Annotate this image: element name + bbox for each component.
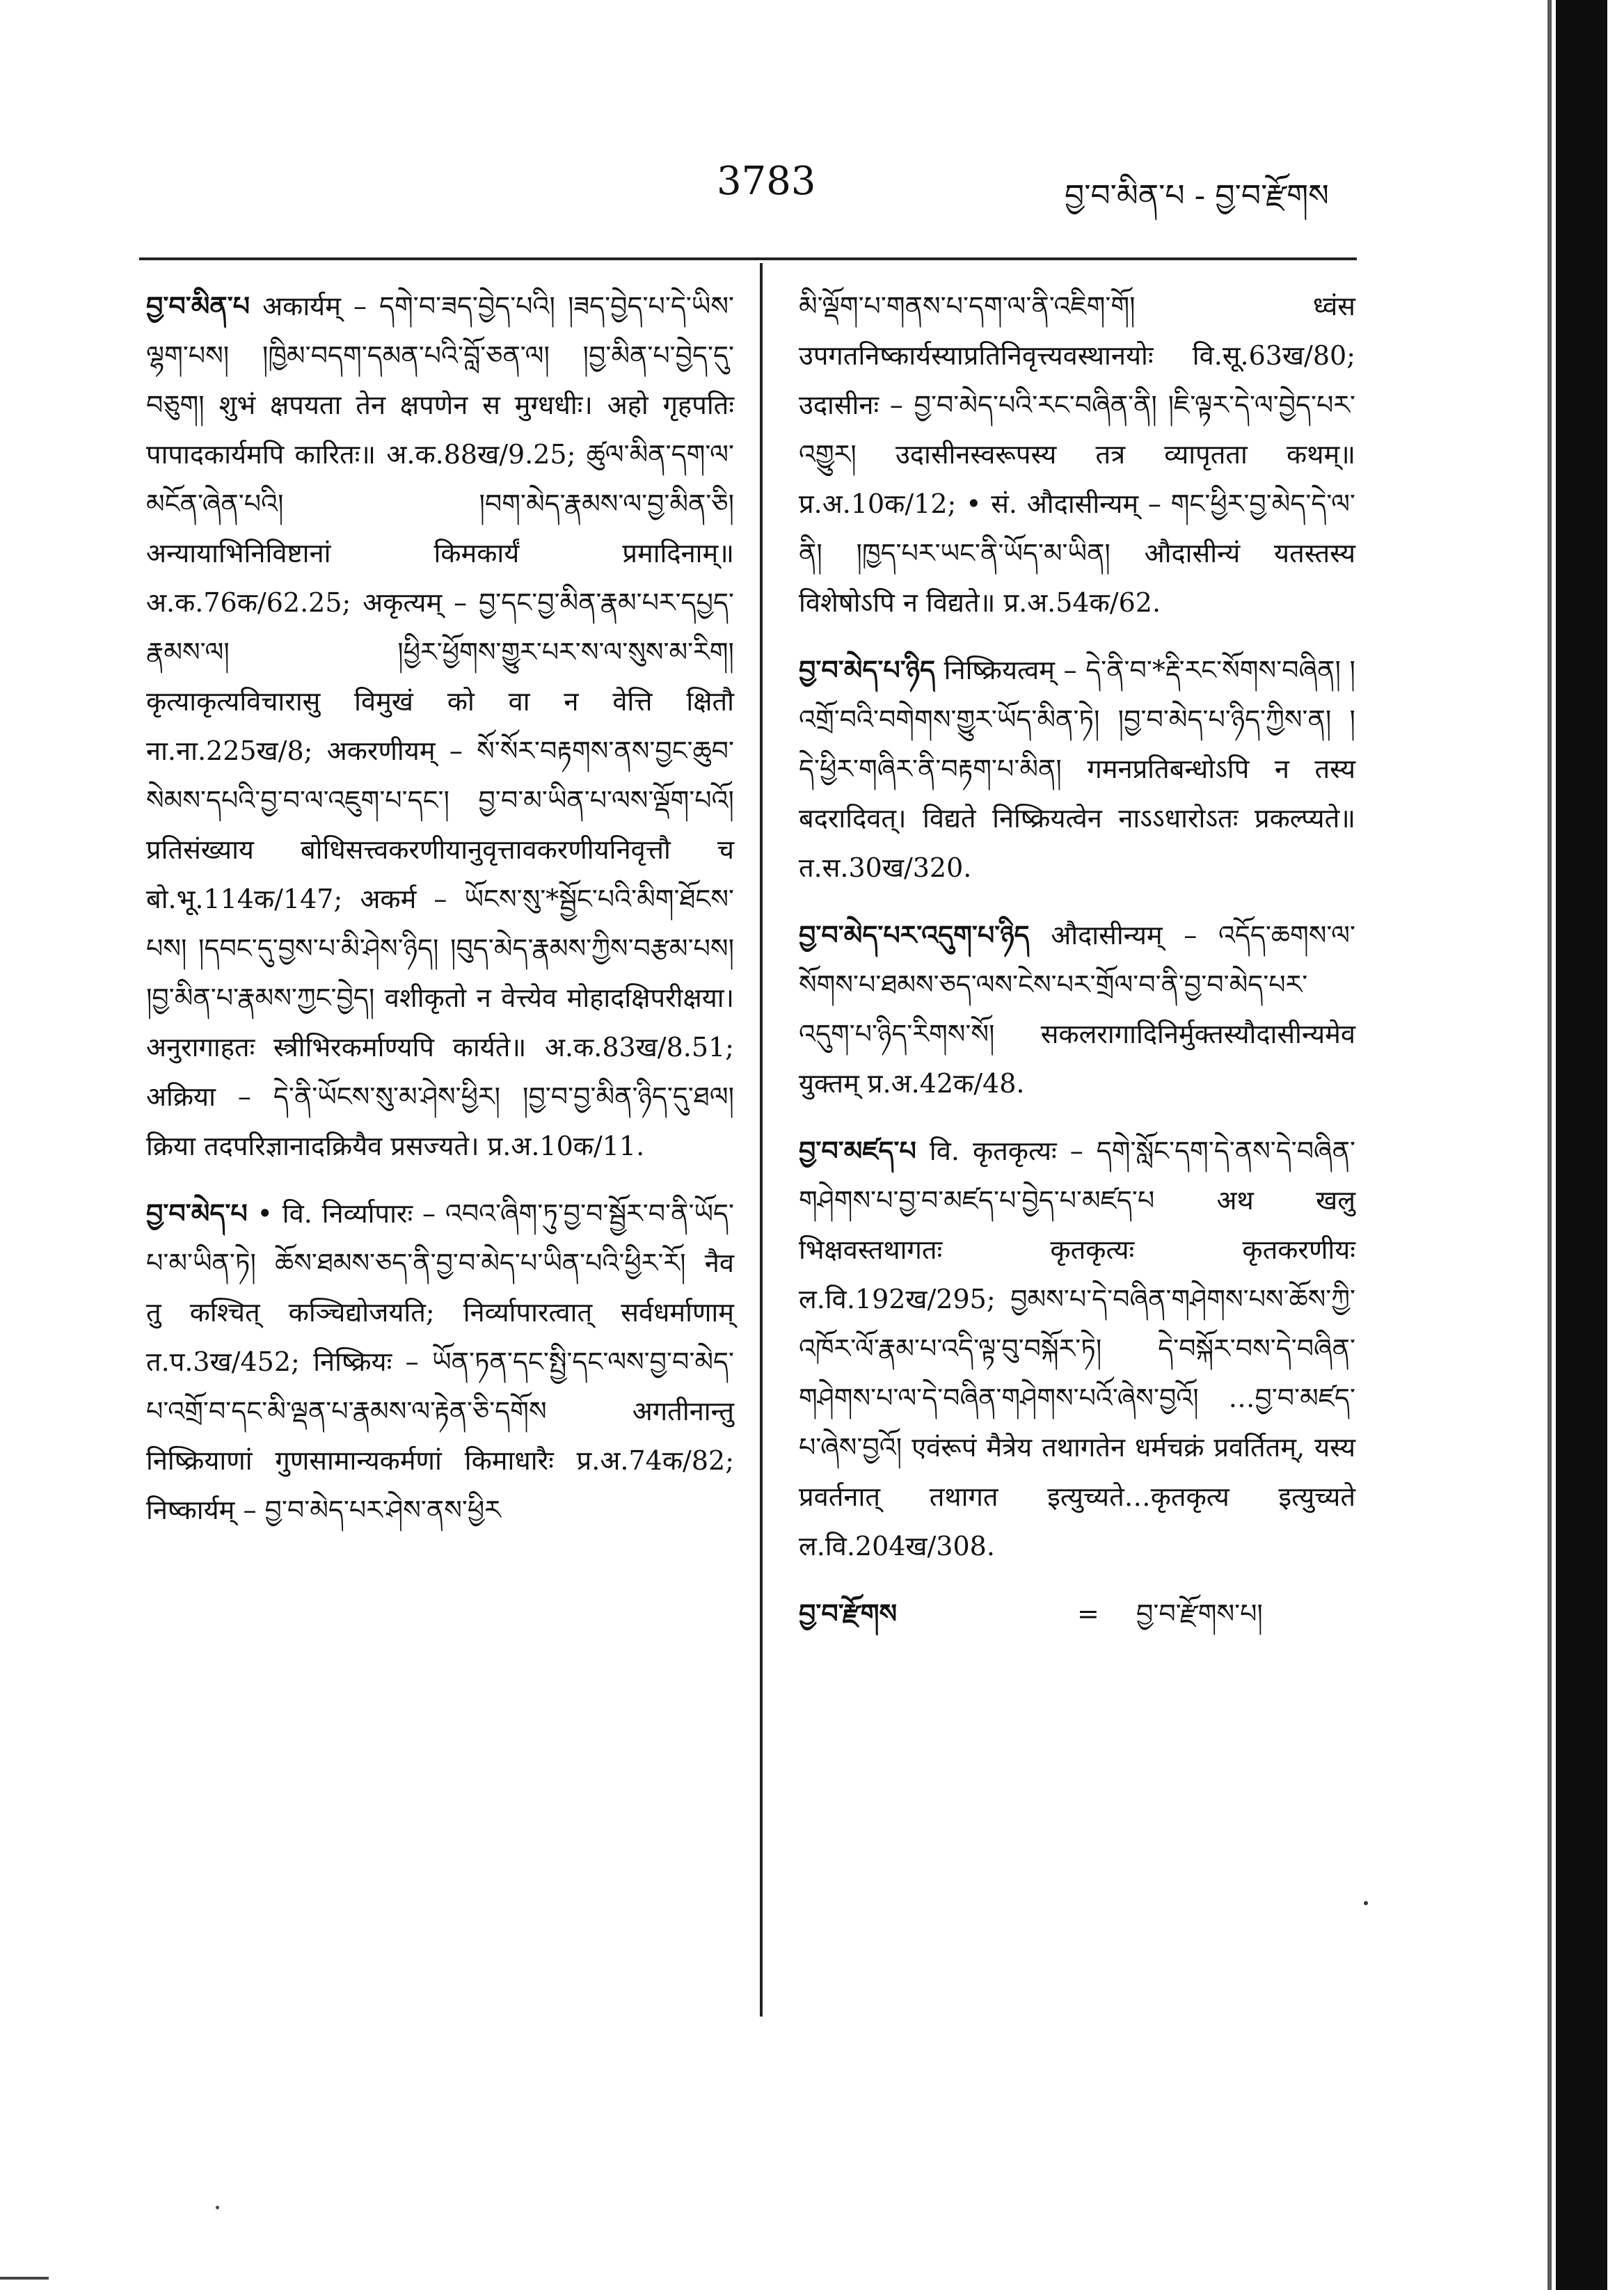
entry-body <box>799 646 1355 893</box>
entry-text: • वि. निर्व्यापारः – འབའ་ཞིག་ཏུ་བྱ་བ་སྦྱོར་བ་ནི་ཡོད་པ་མ་ཡིན་ཏེ། ཆོས་ཐམས་ཅད་ནི་བྱ་བ་མེད་པ་ཡིན་པའི་ཕྱིར་རོ། नैव तु कश्चित् कञ्चिद्योजयति; निर्व्यापारत्वात् सर्वधर्माणाम् त.प.3ख/452; निष्क्रियः – ཡོན་ཏན་དང་སྤྱི་དང་ལས་བྱ་བ་མེད་པ་འགྲོ་བ་དང་མི་ལྡན་པ་རྣམས་ལ་རྟེན་ཅི་དགོས अगतीनान्तु निष्क्रियाणां गुणसामान्यकर्मणां किमाधारैः प्र.अ.74क/82; निष्कार्यम् – བྱ་བ་མེད་པར་ཤེས་ནས་ཕྱིར <box>146 1198 734 1525</box>
entry-lemma: བྱ་བ་མིན་པ <box>146 291 250 321</box>
page-number: 3783 <box>717 159 816 204</box>
entry-lemma: བྱ་བ་མེད་པར་འདུག་པ་ཉིད <box>799 920 1030 951</box>
entry-text: औदासीन्यम् – འདོད་ཆགས་ལ་སོགས་པ་ཐམས་ཅད་ལས་ངེས་པར་གྲོལ་བ་ནི་བྱ་བ་མེད་པར་འདུག་པ་ཉིད་རིགས་སོ། सकलरागादिनिर्मुक्तस्यौदासीन्यमेव युक्तम् प्र.अ.42क/48. <box>799 920 1355 1099</box>
entry-text: निष्क्रियत्वम् – དེ་ནི་བ་*རྡི་རང་སོགས་བཞིན། །འགྲོ་བའི་བགེགས་གྱུར་ཡོད་མིན་ཏེ། །བྱ་བ་མེད་པ་ཉིད་ཀྱིས་ན། །དེ་ཕྱིར་གཞིར་ནི་བརྟག་པ་མིན། गमनप्रतिबन्धोऽपि न तस्य बदरादिवत्। विद्यते निष्क्रियत्वेन नाऽऽधारोऽतः प्रकल्प्यते॥ त.स.30ख/320. <box>799 655 1355 883</box>
entry-text: अकार्यम् – དགེ་བ་ཟད་བྱེད་པའི། །ཟད་བྱེད་པ་དེ་ཡིས་ལྷག་པས། །ཁྱིམ་བདག་དམན་པའི་བློ་ཅན་ལ། །བྱ་མིན་པ་བྱེད་དུ་བཅུག། शुभं क्षपयता तेन क्षपणेन स मुग्धधीः। अहो गृहपतिः पापादकार्यमपि कारितः॥ अ.क.88ख/9.25; ཚུལ་མིན་དག་ལ་མངོན་ཞེན་པའི། །བག་མེད་རྣམས་ལ་བྱ་མིན་ཅི། अन्यायाभिनिविष्टानां किमकार्यं प्रमादिनाम्॥ अ.क.76क/62.25; अकृत्यम् – བྱ་དང་བྱ་མིན་རྣམ་པར་དཔྱད་རྣམས་ལ། །ཕྱིར་ཕྱོགས་གྱུར་པར་ས་ལ་སུས་མ་རིག། कृत्याकृत्यविचारासु विमुखं को वा न वेत्ति क्षितौ ना.ना.225ख/8; अकरणीयम् – སོ་སོར་བརྟགས་ནས་བྱང་ཆུབ་སེམས་དཔའི་བྱ་བ་ལ་འཇུག་པ་དང་། བྱ་བ་མ་ཡིན་པ་ལས་ལྡོག་པའོ། प्रतिसंख्याय बोधिसत्त्वकरणीयानुवृत्तावकरणीयनिवृत्तौ च बो.भू.114क/147; अकर्म – ཡོངས་སུ་*སྦྱོང་པའི་མིག་ཐོངས་པས། །དབང་དུ་བྱས་པ་མི་ཤེས་ཉིད། །བུད་མེད་རྣམས་ཀྱིས་བརྩམ་པས། །བྱ་མིན་པ་རྣམས་ཀྱང་བྱེད། वशीकृतो न वेत्त्येव मोहादक्षिपरीक्षया। अनुरागाहतः स्त्रीभिरकर्माण्यपि कार्यते॥ अ.क.83ख/8.51; अक्रिया – དེ་ནི་ཡོངས་སུ་མ་ཤེས་ཕྱིར། །བྱ་བ་བྱ་མིན་ཉིད་དུ་ཐལ། क्रिया तदपरिज्ञानादक्रियैव प्रसज्यते। प्र.अ.10क/11. <box>146 291 734 1161</box>
dictionary-entry <box>799 1127 1355 1571</box>
entry-body <box>799 1127 1355 1571</box>
left-column <box>146 282 734 1553</box>
header-rule <box>139 257 1357 260</box>
entry-text: वि. कृतकृत्यः – དགེ་སློང་དག་དེ་ནས་དེ་བཞིན་གཤེགས་པ་བྱ་བ་མཛད་པ་བྱེད་པ་མཛད་པ अथ खलु भिक्षवस्तथागतः कृतकृत्यः कृतकरणीयः ल.वि.192ख/295; བྱམས་པ་དེ་བཞིན་གཤེགས་པས་ཆོས་ཀྱི་འཁོར་ལོ་རྣམ་པ་འདི་ལྟ་བུ་བསྐོར་ཏེ། དེ་བསྐོར་བས་དེ་བཞིན་གཤེགས་པ་ལ་དེ་བཞིན་གཤེགས་པའོ་ཞེས་བྱའོ། …བྱ་བ་མཛད་པ་ཞེས་བྱའོ། एवंरूपं मैत्रेय तथागतेन धर्मचक्रं प्रवर्तितम्, यस्य प्रवर्तनात् तथागत इत्युच्यते…कृतकृत्य इत्युच्यते ल.वि.204ख/308. <box>799 1136 1355 1561</box>
cross-reference-target: བྱ་བ་རྫོགས་པ། <box>1136 1598 1263 1629</box>
column-divider <box>760 263 763 2017</box>
entry-body <box>146 1189 734 1535</box>
entry-body <box>146 282 734 1171</box>
stray-mark <box>216 2206 219 2209</box>
dictionary-entry <box>799 646 1355 893</box>
entry-lemma: བྱ་བ་རྫོགས <box>799 1598 898 1629</box>
dictionary-entry-continued <box>799 282 1355 628</box>
entry-lemma: བྱ་བ་མཛད་པ <box>799 1136 916 1166</box>
scan-smudge <box>0 2277 49 2280</box>
running-head: བྱ་བ་མིན་པ - བྱ་བ་རྫོགས <box>1065 178 1329 214</box>
equals-sign: = <box>1077 1598 1099 1629</box>
scan-edge-shadow <box>1547 0 1552 2290</box>
dictionary-entry <box>146 282 734 1171</box>
margin-dot <box>1364 1901 1368 1905</box>
entry-text: མི་ལྡོག་པ་གནས་པ་དག་ལ་ནི་འཇིག་གོ། ध्वंस उपगतनिष्कार्यस्याप्रतिनिवृत्त्यवस्थानयोः वि.सू.63ख/80; उदासीनः – བྱ་བ་མེད་པའི་རང་བཞིན་ནི། །ཇི་ལྟར་དེ་ལ་བྱེད་པར་འགྱུར། उदासीनस्वरूपस्य तत्र व्यापृतता कथम्॥ प्र.अ.10क/12; • सं. औदासीन्यम् – གང་ཕྱིར་བྱ་མེད་དེ་ལ་ནི། །ཁྱད་པར་ཡང་ནི་ཡོད་མ་ཡིན། औदासीन्यं यतस्तस्य विशेषोऽपि न विद्यते॥ प्र.अ.54क/62. <box>799 291 1355 618</box>
dictionary-entry <box>146 1189 734 1535</box>
right-column <box>799 282 1355 1639</box>
entry-body <box>799 911 1355 1108</box>
cross-reference-entry <box>799 1589 1355 1639</box>
entry-lemma: བྱ་བ་མེད་པ་ཉིད <box>799 655 936 685</box>
entry-body <box>799 282 1355 628</box>
dictionary-entry <box>799 911 1355 1108</box>
scan-edge-bar <box>1556 0 1607 2290</box>
entry-lemma: བྱ་བ་མེད་པ <box>146 1198 248 1229</box>
